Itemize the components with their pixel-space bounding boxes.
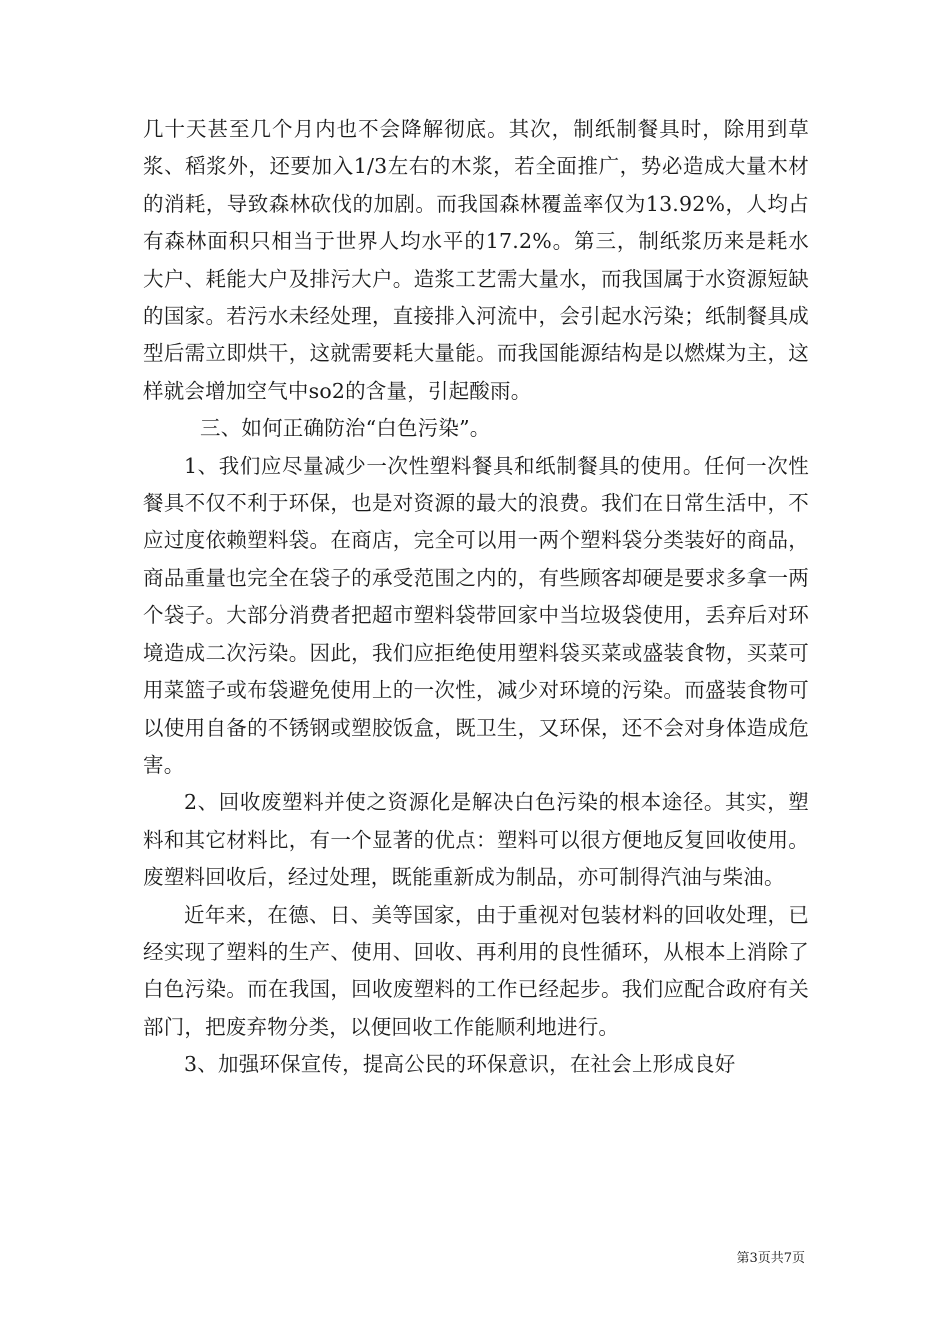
paragraph-continuation: 几十天甚至几个月内也不会降解彻底。其次，制纸制餐具时，除用到草浆、稻浆外，还要加入1/3左右的木浆，若全面推广，势必造成大量木材的消耗，导致森林砍伐的加剧。而我国森林覆盖率仅为13.92%，人均占有森林面积只相当于世界人均水平的17.2%。第三，制纸浆历来是耗水大户、耗能大户及排污大户。造浆工艺需大量水，而我国属于水资源短缺的国家。若污水未经处理，直接排入河流中，会引起水污染；纸制餐具成型后需立即烘干，这就需要耗大量能。而我国能源结构是以燃煤为主，这样就会增加空气中so2的含量，引起酸雨。 <box>143 117 809 403</box>
paragraph-point-3: 3、加强环保宣传，提高公民的环保意识，在社会上形成良好 <box>184 1052 736 1077</box>
paragraph-point-2: 2、回收废塑料并使之资源化是解决白色污染的根本途径。其实，塑料和其它材料比，有一个显著的优点：塑料可以很方便地反复回收使用。废塑料回收后，经过处理，既能重新成为制品，亦可制得汽油与柴油。 <box>143 790 809 890</box>
paragraph-recent-years: 近年来，在德、日、美等国家，由于重视对包装材料的回收处理，已经实现了塑料的生产、使用、回收、再利用的良性循环，从根本上消除了白色污染。而在我国，回收废塑料的工作已经起步。我们应配合政府有关部门，把废弃物分类，以便回收工作能顺利地进行。 <box>143 902 809 1039</box>
page-number: 第3页共7页 <box>736 1251 805 1266</box>
section-heading: 三、如何正确防治“白色污染”。 <box>200 416 491 441</box>
paragraph-point-1: 1、我们应尽量减少一次性塑料餐具和纸制餐具的使用。任何一次性餐具不仅不利于环保，也是对资源的最大的浪费。我们在日常生活中，不应过度依赖塑料袋。在商店，完全可以用一两个塑料袋分类装好的商品，商品重量也完全在袋子的承受范围之内的，有些顾客却硬是要求多拿一两个袋子。大部分消费者把超市塑料袋带回家中当垃圾袋使用，丢弃后对环境造成二次污染。因此，我们应拒绝使用塑料袋买菜或盛装食物，买菜可用菜篮子或布袋避免使用上的一次性，减少对环境的污染。而盛装食物可以使用自备的不锈钢或塑胶饭盒，既卫生，又环保，还不会对身体造成危害。 <box>143 453 809 777</box>
document-body <box>143 111 809 1084</box>
